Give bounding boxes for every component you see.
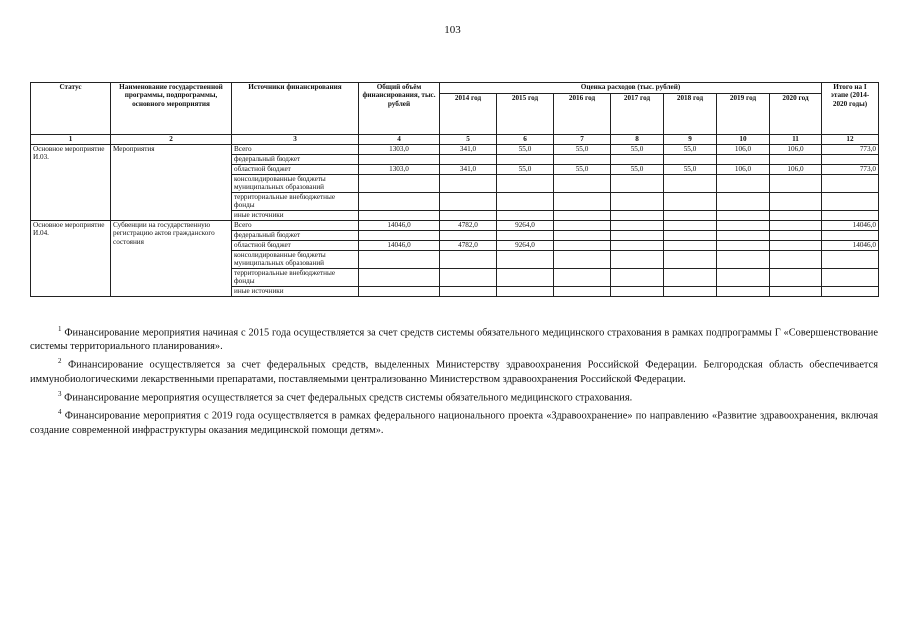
year-value-cell xyxy=(770,175,822,193)
column-number: 12 xyxy=(822,135,879,145)
header-estimate: Оценка расходов (тыс. рублей) xyxy=(440,83,822,94)
status-cell: Основное мероприятие И.04. xyxy=(31,221,111,297)
year-value-cell xyxy=(770,269,822,287)
total-cell: 14046,0 xyxy=(359,241,440,251)
stage-total-cell xyxy=(822,251,879,269)
year-value-cell: 55,0 xyxy=(554,145,611,155)
header-year: 2015 год xyxy=(497,94,554,135)
year-value-cell xyxy=(717,193,770,211)
year-value-cell xyxy=(611,241,664,251)
stage-total-cell xyxy=(822,287,879,297)
stage-total-cell xyxy=(822,231,879,241)
source-cell: территориальные внебюджетные фонды xyxy=(232,269,359,287)
stage-total-cell: 773,0 xyxy=(822,165,879,175)
year-value-cell xyxy=(717,231,770,241)
source-cell: территориальные внебюджетные фонды xyxy=(232,193,359,211)
year-value-cell xyxy=(497,269,554,287)
source-cell: областной бюджет xyxy=(232,165,359,175)
year-value-cell xyxy=(717,211,770,221)
year-value-cell xyxy=(717,269,770,287)
footnote-text: Финансирование мероприятия начиная с 2015 года осуществляется за счет средств системы обязательного медицинского страхования в рамках подпрограммы Г «Совершенствование системы территориального планирования». xyxy=(30,327,878,353)
column-number: 6 xyxy=(497,135,554,145)
stage-total-cell: 773,0 xyxy=(822,145,879,155)
year-value-cell xyxy=(497,251,554,269)
year-value-cell xyxy=(440,251,497,269)
year-value-cell: 55,0 xyxy=(497,145,554,155)
column-number: 4 xyxy=(359,135,440,145)
source-cell: Всего xyxy=(232,145,359,155)
header-sources: Источники финансирования xyxy=(232,83,359,135)
column-number: 11 xyxy=(770,135,822,145)
year-value-cell xyxy=(611,251,664,269)
column-number: 10 xyxy=(717,135,770,145)
year-value-cell xyxy=(554,251,611,269)
year-value-cell xyxy=(717,221,770,231)
total-cell: 1303,0 xyxy=(359,165,440,175)
total-cell: 14046,0 xyxy=(359,221,440,231)
year-value-cell xyxy=(717,251,770,269)
status-cell: Основное мероприятие И.03. xyxy=(31,145,111,221)
column-number: 5 xyxy=(440,135,497,145)
year-value-cell: 4782,0 xyxy=(440,241,497,251)
year-value-cell xyxy=(554,287,611,297)
year-value-cell xyxy=(554,193,611,211)
footnote-text: Финансирование мероприятия с 2019 года осуществляется в рамках федерального национального проекта «Здравоохранение» по направлению «Развитие здравоохранения, включая создание современной инфраструктуры оказания медицинской помощи детям». xyxy=(30,410,878,436)
footnote-text: Финансирование мероприятия осуществляется за счет федеральных средств системы обязательного медицинского страхования. xyxy=(64,392,633,404)
total-cell xyxy=(359,231,440,241)
year-value-cell: 106,0 xyxy=(770,165,822,175)
year-value-cell xyxy=(611,193,664,211)
year-value-cell xyxy=(664,221,717,231)
year-value-cell xyxy=(664,241,717,251)
year-value-cell xyxy=(664,287,717,297)
year-value-cell xyxy=(717,287,770,297)
year-value-cell xyxy=(554,211,611,221)
footnote-mark: 2 xyxy=(58,357,62,366)
header-year: 2016 год xyxy=(554,94,611,135)
source-cell: консолидированные бюджеты муниципальных образований xyxy=(232,175,359,193)
header-year: 2020 год xyxy=(770,94,822,135)
total-cell xyxy=(359,175,440,193)
total-cell: 1303,0 xyxy=(359,145,440,155)
column-number: 8 xyxy=(611,135,664,145)
header-year: 2014 год xyxy=(440,94,497,135)
year-value-cell xyxy=(440,231,497,241)
page-number: 103 xyxy=(444,24,461,36)
year-value-cell xyxy=(440,287,497,297)
footnote-mark: 4 xyxy=(58,408,62,417)
year-value-cell xyxy=(611,287,664,297)
year-value-cell: 55,0 xyxy=(664,165,717,175)
header-year: 2018 год xyxy=(664,94,717,135)
total-cell xyxy=(359,269,440,287)
name-cell: Мероприятия xyxy=(111,145,232,221)
year-value-cell: 9264,0 xyxy=(497,241,554,251)
footnote xyxy=(30,387,878,405)
year-value-cell: 55,0 xyxy=(611,145,664,155)
column-number: 9 xyxy=(664,135,717,145)
year-value-cell xyxy=(664,269,717,287)
year-value-cell xyxy=(554,175,611,193)
year-value-cell xyxy=(554,231,611,241)
year-value-cell: 106,0 xyxy=(717,165,770,175)
header-year: 2017 год xyxy=(611,94,664,135)
year-value-cell xyxy=(664,155,717,165)
column-number-row xyxy=(31,135,879,145)
year-value-cell: 55,0 xyxy=(611,165,664,175)
year-value-cell xyxy=(611,175,664,193)
stage-total-cell: 14046,0 xyxy=(822,241,879,251)
year-value-cell: 4782,0 xyxy=(440,221,497,231)
year-value-cell xyxy=(497,211,554,221)
footnote-mark: 1 xyxy=(58,325,62,333)
column-number: 3 xyxy=(232,135,359,145)
total-cell xyxy=(359,211,440,221)
year-value-cell xyxy=(611,211,664,221)
year-value-cell xyxy=(717,175,770,193)
table-row xyxy=(31,221,879,231)
footnotes xyxy=(30,322,878,438)
source-cell: областной бюджет xyxy=(232,241,359,251)
year-value-cell xyxy=(611,231,664,241)
footnote-mark: 3 xyxy=(58,389,62,398)
year-value-cell xyxy=(664,193,717,211)
stage-total-cell xyxy=(822,193,879,211)
year-value-cell: 55,0 xyxy=(497,165,554,175)
year-value-cell xyxy=(497,287,554,297)
year-value-cell xyxy=(770,231,822,241)
year-value-cell xyxy=(497,175,554,193)
year-value-cell xyxy=(770,241,822,251)
year-value-cell: 55,0 xyxy=(664,145,717,155)
year-value-cell xyxy=(611,221,664,231)
year-value-cell: 341,0 xyxy=(440,165,497,175)
year-value-cell xyxy=(554,221,611,231)
source-cell: федеральный бюджет xyxy=(232,231,359,241)
year-value-cell xyxy=(664,175,717,193)
total-cell xyxy=(359,251,440,269)
year-value-cell xyxy=(611,269,664,287)
total-cell xyxy=(359,193,440,211)
year-value-cell xyxy=(440,175,497,193)
year-value-cell xyxy=(664,251,717,269)
name-cell: Субвенции на государственную регистрацию актов гражданского состояния xyxy=(111,221,232,297)
stage-total-cell xyxy=(822,211,879,221)
stage-total-cell xyxy=(822,175,879,193)
financing-table xyxy=(30,82,879,297)
source-cell: иные источники xyxy=(232,211,359,221)
header-status: Статус xyxy=(31,83,111,135)
column-number: 2 xyxy=(111,135,232,145)
header-stage-total: Итого на I этапе (2014-2020 годы) xyxy=(822,83,879,135)
stage-total-cell: 14046,0 xyxy=(822,221,879,231)
year-value-cell xyxy=(717,155,770,165)
year-value-cell xyxy=(554,241,611,251)
year-value-cell xyxy=(770,221,822,231)
source-cell: федеральный бюджет xyxy=(232,155,359,165)
column-number: 7 xyxy=(554,135,611,145)
year-value-cell xyxy=(770,251,822,269)
stage-total-cell xyxy=(822,269,879,287)
year-value-cell: 341,0 xyxy=(440,145,497,155)
total-cell xyxy=(359,155,440,165)
source-cell: консолидированные бюджеты муниципальных образований xyxy=(232,251,359,269)
year-value-cell xyxy=(770,211,822,221)
year-value-cell: 106,0 xyxy=(717,145,770,155)
header-year: 2019 год xyxy=(717,94,770,135)
footnote xyxy=(30,405,878,437)
year-value-cell: 106,0 xyxy=(770,145,822,155)
year-value-cell xyxy=(770,287,822,297)
year-value-cell: 55,0 xyxy=(554,165,611,175)
table-row xyxy=(31,145,879,155)
year-value-cell xyxy=(611,155,664,165)
year-value-cell xyxy=(440,211,497,221)
source-cell: Всего xyxy=(232,221,359,231)
year-value-cell xyxy=(717,241,770,251)
total-cell xyxy=(359,287,440,297)
source-cell: иные источники xyxy=(232,287,359,297)
year-value-cell xyxy=(497,193,554,211)
year-value-cell xyxy=(497,231,554,241)
year-value-cell xyxy=(770,155,822,165)
header-name: Наименование государственной программы, подпрограммы, основного мероприятия xyxy=(111,83,232,135)
footnote-text: Финансирование осуществляется за счет федеральных средств, выделенных Министерству здравоохранения Российской Федерации. Белгородская область обеспечивается иммунобиологическими лекарственными препаратами, поставляемыми централизованно Министерством здравоохранения Российской Федерации. xyxy=(30,359,878,385)
year-value-cell xyxy=(664,211,717,221)
year-value-cell xyxy=(554,155,611,165)
footnote xyxy=(30,354,878,386)
year-value-cell xyxy=(440,155,497,165)
header-total: Общий объём финансирования, тыс. рублей xyxy=(359,83,440,135)
year-value-cell xyxy=(770,193,822,211)
year-value-cell xyxy=(440,193,497,211)
year-value-cell: 9264,0 xyxy=(497,221,554,231)
footnote xyxy=(30,322,878,354)
stage-total-cell xyxy=(822,155,879,165)
year-value-cell xyxy=(440,269,497,287)
year-value-cell xyxy=(554,269,611,287)
year-value-cell xyxy=(497,155,554,165)
column-number: 1 xyxy=(31,135,111,145)
year-value-cell xyxy=(664,231,717,241)
